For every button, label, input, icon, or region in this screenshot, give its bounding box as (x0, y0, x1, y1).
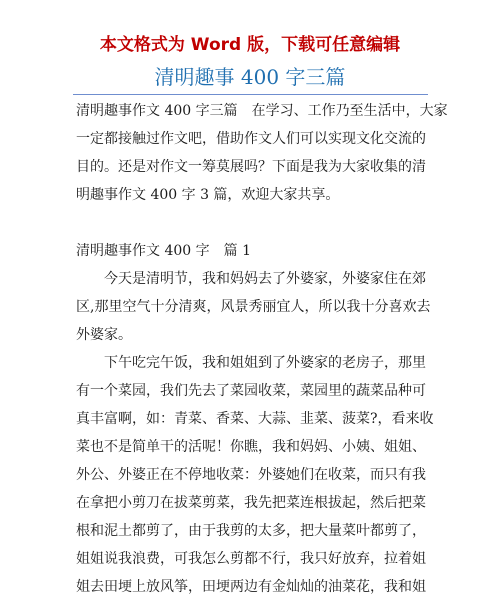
intro-line: 一定都接触过作文吧，借助作文人们可以实现文化交流的 (76, 131, 426, 147)
section-heading: 清明趣事作文 400 字 篇 1 (76, 243, 251, 259)
document-title: 清明趣事 400 字三篇 (154, 65, 346, 89)
paragraph-gap (76, 209, 426, 237)
title-divider (73, 94, 428, 95)
paragraph-line: 姐姐说我浪费，可我怎么剪都不行，我只好放弃，拉着姐 (76, 551, 426, 567)
paragraph-line: 外婆家。 (76, 327, 132, 343)
format-banner: 本文格式为 Word 版，下载可任意编辑 (99, 35, 401, 55)
paragraph-line: 菜也不是简单干的活呢！你瞧，我和妈妈、小姨、姐姐、 (76, 439, 426, 455)
intro-line: 目的。还是对作文一筹莫展吗？下面是我为大家收集的清 (76, 159, 426, 175)
paragraph-line: 在拿把小剪刀在拔菜剪菜，我先把菜连根拔起，然后把菜 (76, 495, 426, 511)
intro-line: 明趣事作文 400 字 3 篇，欢迎大家共享。 (76, 187, 340, 203)
paragraph-line: 下午吃完午饭，我和姐姐到了外婆家的老房子，那里 (104, 355, 426, 371)
paragraph-line: 区,那里空气十分清爽，风景秀丽宜人，所以我十分喜欢去 (76, 299, 431, 315)
paragraph-line: 姐去田埂上放风筝，田埂两边有金灿灿的油菜花，我和姐 (76, 579, 426, 595)
paragraph-line: 今天是清明节，我和妈妈去了外婆家，外婆家住在郊 (104, 271, 426, 287)
paragraph-line: 有一个菜园，我们先去了菜园收菜，菜园里的蔬菜品种可 (76, 383, 426, 399)
document-body (76, 97, 448, 601)
paragraph-line: 真丰富啊，如：青菜、香菜、大蒜、韭菜、菠菜?，看来收 (76, 411, 434, 427)
intro-line: 清明趣事作文 400 字三篇 在学习、工作乃至生活中，大家 (76, 103, 448, 119)
paragraph-line: 外公、外婆正在不停地收菜：外婆她们在收菜，而只有我 (76, 467, 426, 483)
paragraph-line: 根和泥土都剪了，由于我剪的太多，把大量菜叶都剪了， (76, 523, 426, 539)
